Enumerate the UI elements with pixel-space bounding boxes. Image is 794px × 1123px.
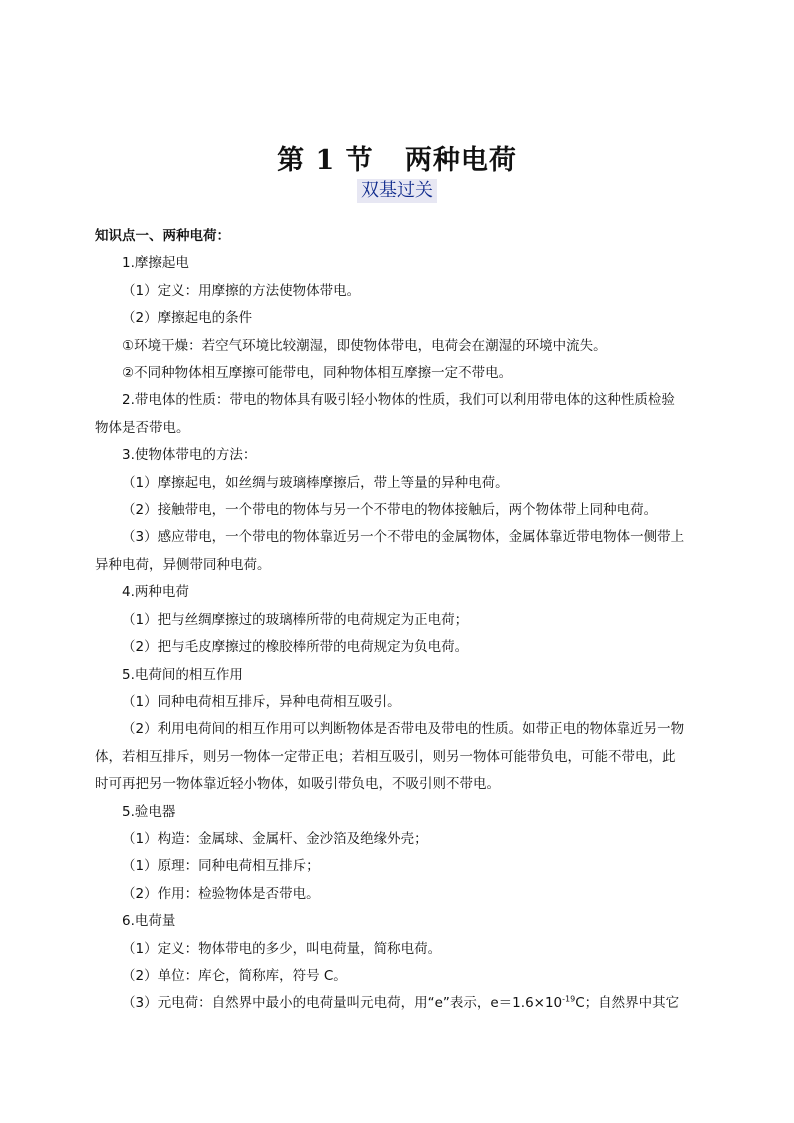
text-line: ①环境干燥：若空气环境比较潮湿，即使物体带电，电荷会在潮湿的环境中流失。	[122, 337, 607, 354]
text-line: （1）把与丝绸摩擦过的玻璃棒所带的电荷规定为正电荷；	[122, 611, 469, 628]
text-line: 异种电荷，异侧带同种电荷。	[95, 556, 271, 573]
text-line: （1）摩擦起电，如丝绸与玻璃棒摩擦后，带上等量的异种电荷。	[122, 474, 509, 491]
text-line: 体，若相互排斥，则另一物体一定带正电；若相互吸引，则另一物体可能带负电，可能不带电，此	[95, 748, 676, 765]
text-line: （1）定义：物体带电的多少，叫电荷量，简称电荷。	[122, 940, 442, 957]
text-line: 1.摩擦起电	[122, 255, 189, 272]
text-line: （2）作用：检验物体是否带电。	[122, 885, 320, 902]
text-line: （2）利用电荷间的相互作用可以判断物体是否带电及带电的性质。如带正电的物体靠近另一物	[122, 721, 685, 738]
exponent: -19	[562, 994, 576, 1004]
text-line: （2）摩擦起电的条件	[122, 310, 253, 327]
text-line-last	[95, 990, 705, 1017]
text-line: （3）感应带电，一个带电的物体靠近另一个不带电的金属物体，金属体靠近带电物体一侧带上	[122, 529, 685, 546]
text-line: 5.验电器	[122, 803, 176, 820]
subtitle-container	[0, 179, 794, 203]
text-line: （2）接触带电，一个带电的物体与另一个不带电的物体接触后，两个物体带上同种电荷。	[122, 502, 658, 519]
page-subtitle: 双基过关	[357, 179, 437, 203]
text-line: 时可再把另一物体靠近轻小物体，如吸引带负电，不吸引则不带电。	[95, 776, 500, 793]
last-line-suffix: C；自然界中其它	[575, 995, 680, 1012]
text-line: （2）把与毛皮摩擦过的橡胶棒所带的电荷规定为负电荷。	[122, 639, 469, 656]
section-heading: 知识点一、两种电荷：	[95, 228, 230, 244]
text-line: （1）原理：同种电荷相互排斥；	[122, 858, 320, 875]
text-line: （1）构造：金属球、金属杆、金沙箔及绝缘外壳；	[122, 830, 428, 847]
text-line: 3.使物体带电的方法：	[122, 447, 257, 464]
last-line-prefix: （3）元电荷：自然界中最小的电荷量叫元电荷，用“e”表示，e＝1.6×10	[122, 995, 563, 1012]
text-line: （1）同种电荷相互排斥，异种电荷相互吸引。	[122, 693, 401, 710]
text-line: ②不同种物体相互摩擦可能带电，同种物体相互摩擦一定不带电。	[122, 365, 513, 382]
text-line: 物体是否带电。	[95, 419, 190, 436]
page-title: 第 1 节 两种电荷	[277, 145, 517, 176]
text-line: 4.两种电荷	[122, 584, 189, 601]
text-line: （1）定义：用摩擦的方法使物体带电。	[122, 282, 361, 299]
text-line: 6.电荷量	[122, 913, 176, 930]
text-line: （2）单位：库仑，简称库，符号 C。	[122, 967, 347, 984]
text-line: 5.电荷间的相互作用	[122, 666, 243, 683]
text-line: 2.带电体的性质：带电的物体具有吸引轻小物体的性质，我们可以利用带电体的这种性质检验	[122, 392, 675, 409]
document-body	[95, 223, 705, 1018]
